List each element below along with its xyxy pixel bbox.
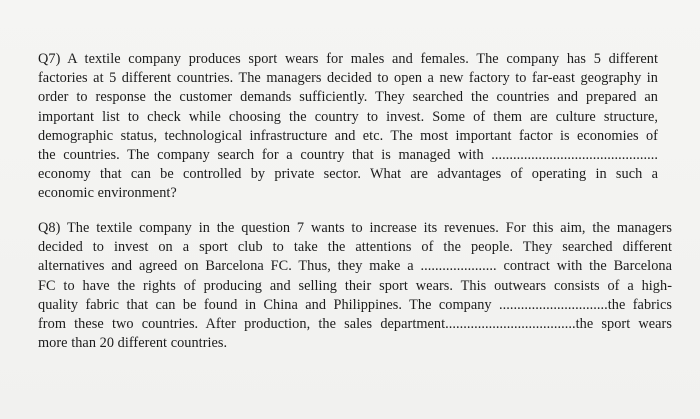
- question-8-line: more than 20 different countries.: [38, 335, 228, 352]
- question-8-line: Q8) The textile company in the question 7 wants to increase its revenues. For this aim, the managers: [38, 220, 672, 236]
- question-7-line: the countries. The company search for a country that is managed with ..............................................: [38, 146, 658, 163]
- question-8: [38, 219, 672, 353]
- question-8-line: alternatives and agreed on Barcelona FC. Thus, they make a ..................... contract with the Barcelona: [38, 258, 672, 275]
- question-7-line: important list to check while choosing the country to invest. Some of them are culture structure,: [38, 108, 658, 125]
- question-8-line: decided to invest on a sport club to take the attentions of the people. They searched different: [38, 239, 672, 256]
- question-7-line: economy that can be controlled by private sector. What are advantages of operating in such a: [38, 166, 658, 183]
- question-7-line: Q7) A textile company produces sport wears for males and females. The company has 5 different: [38, 51, 658, 67]
- question-7-line: demographic status, technological infrastructure and etc. The most important factor is economies of: [38, 127, 658, 144]
- question-8-line: quality fabric that can be found in China and Philippines. The company ..............................the fabrics: [38, 296, 672, 313]
- question-7: [38, 50, 658, 204]
- question-8-line: FC to have the rights of producing and selling their sport wears. This outwears consists of a high-: [38, 277, 672, 294]
- question-8-line: from these two countries. After production, the sales department....................................the sport wears: [38, 315, 672, 332]
- question-7-line: order to response the customer demands sufficiently. They searched the countries and prepared an: [38, 89, 658, 106]
- question-7-line: factories at 5 different countries. The managers decided to open a new factory to far-east geography in: [38, 70, 658, 87]
- question-7-line: economic environment?: [38, 185, 177, 202]
